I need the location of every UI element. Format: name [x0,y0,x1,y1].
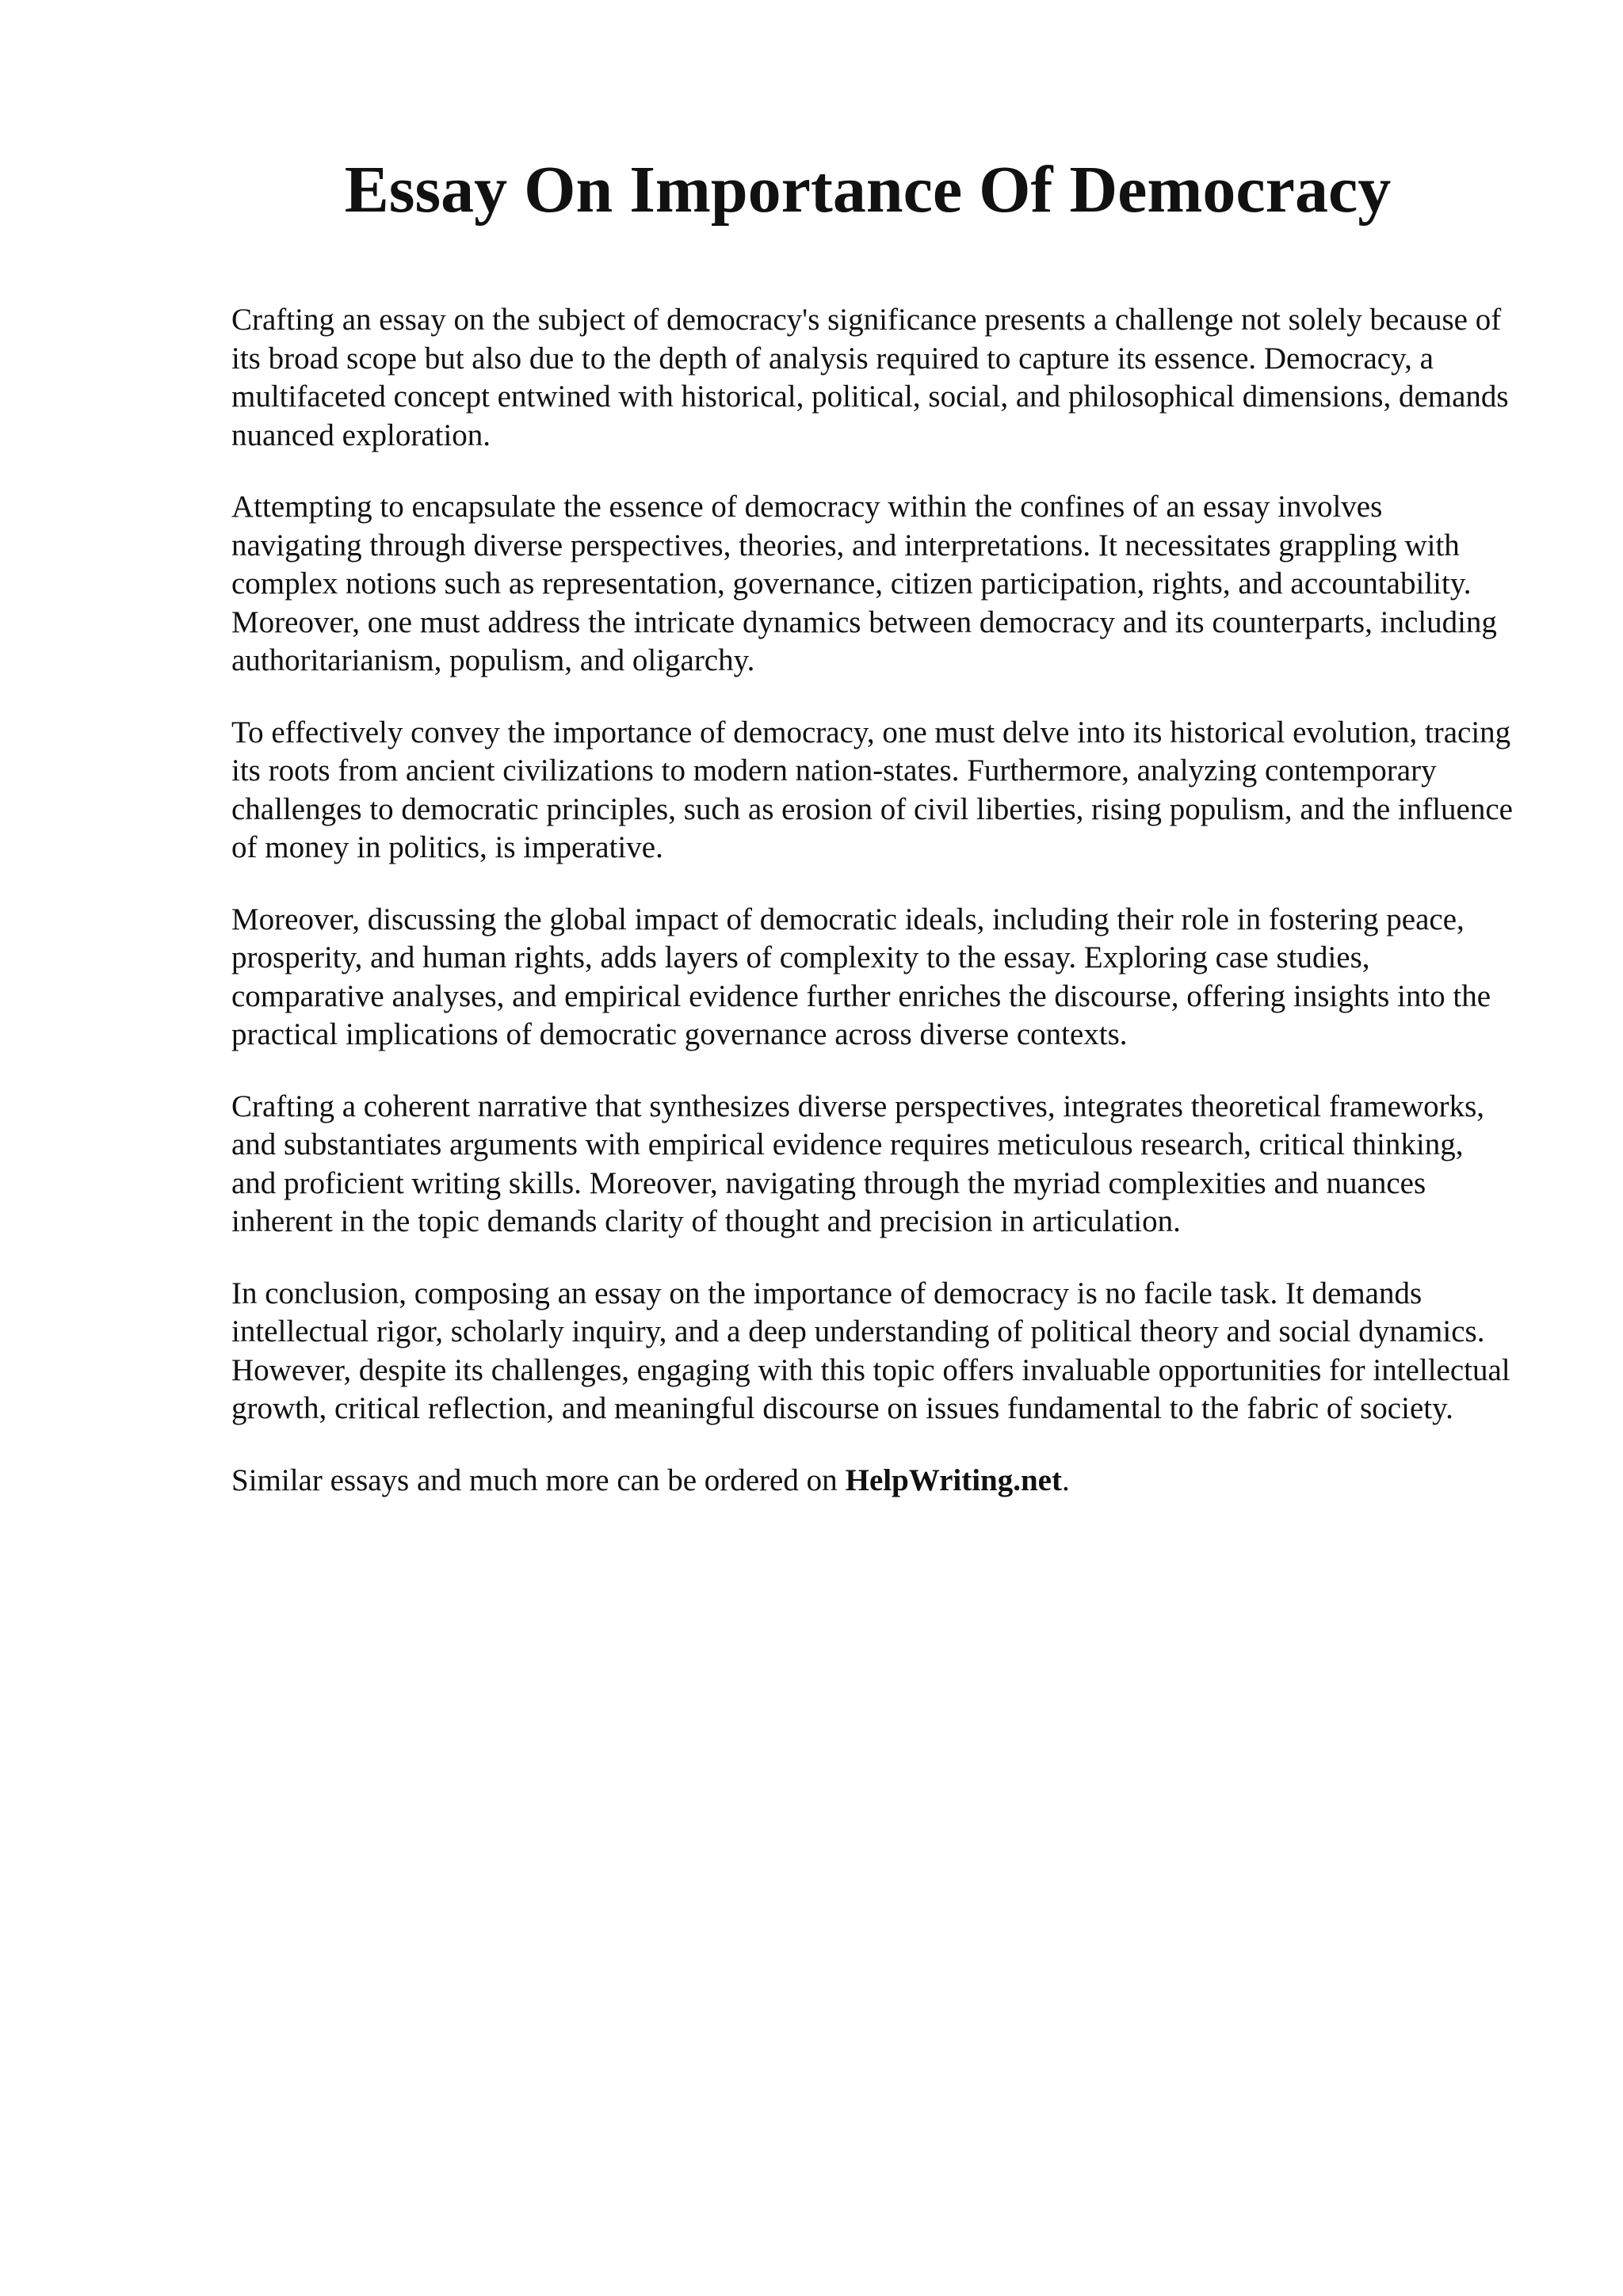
promo-period: . [1061,1463,1070,1497]
promo-text: Similar essays and much more can be ordered on [231,1463,838,1497]
paragraph-6: In conclusion, composing an essay on the importance of democracy is no facile task. It demands intellectual rigor, scholarly inquiry, and a deep understanding of political theory and social dynamics. However, despite its challenges, engaging with this topic offers invaluable opportunities for intellectual growth, critical reflection, and meaningful discourse on issues fundamental to the fabric of society. [231,1276,1510,1425]
promo-line [231,1462,1515,1501]
paragraph-5: Crafting a coherent narrative that synthesizes diverse perspectives, integrates theoretical frameworks, and substantiates arguments with empirical evidence requires meticulous research, critical thinking, and proficient writing skills. Moreover, navigating through the myriad complexities and nuances inherent in the topic demands clarity of thought and precision in articulation. [231,1089,1485,1238]
paragraph-2: Attempting to encapsulate the essence of democracy within the confines of an essay involves navigating through diverse perspectives, theories, and interpretations. It necessitates grappling with complex notions such as representation, governance, citizen participation, rights, and accountability. Moreover, one must address the intricate dynamics between democracy and its counterparts, including authoritarianism, populism, and oligarchy. [231,490,1497,677]
paragraph-4: Moreover, discussing the global impact of democratic ideals, including their role in fostering peace, prosperity, and human rights, adds layers of complexity to the essay. Exploring case studies, comparative analyses, and empirical evidence further enriches the discourse, offering insights into the practical implications of democratic governance across diverse contexts. [231,902,1491,1051]
paragraph-3: To effectively convey the importance of democracy, one must delve into its historical evolution, tracing its roots from ancient civilizations to modern nation-states. Furthermore, analyzing contemporary challenges to democratic principles, such as erosion of civil liberties, rising populism, and the influence of money in politics, is imperative. [231,715,1513,864]
page-title: Essay On Importance Of Democracy [344,153,1392,227]
paragraph-1: Crafting an essay on the subject of democracy's significance presents a challenge not solely because of its broad scope but also due to the depth of analysis required to capture its essence. Democracy, a multifaceted concept entwined with historical, political, social, and philosophical dimensions, demands nuanced exploration. [231,303,1509,452]
essay-body [231,301,1515,1533]
brand-link[interactable]: HelpWriting.net [845,1463,1062,1497]
